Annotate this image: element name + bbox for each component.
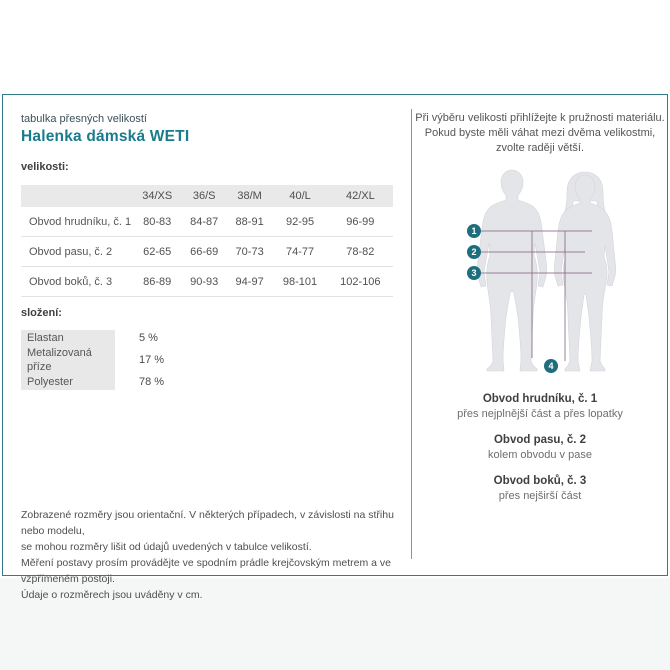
fit-note-line: Pokud byste měli váhat mezi dvěma velikostmi, [424, 127, 656, 139]
size-value-cell: 98-101 [272, 267, 327, 297]
footnote-line: Údaje o rozměrech jsou uváděny v cm. [21, 589, 203, 601]
size-column-header: 34/XS [133, 185, 181, 207]
legend-item [413, 392, 667, 422]
size-table-body [21, 207, 393, 297]
size-table-row [21, 237, 393, 267]
measure-marker-number: 2 [471, 247, 477, 258]
composition-row [21, 331, 164, 345]
composition-section-label: složení: [21, 307, 62, 319]
legend-item-desc: kolem obvodu v pase [488, 449, 592, 461]
size-value-cell: 66-69 [181, 237, 226, 267]
composition-row [21, 347, 165, 373]
legend-item-desc: přes nejplnější část a přes lopatky [457, 408, 623, 420]
size-row-label: Obvod boků, č. 3 [21, 267, 133, 297]
size-value-cell: 62-65 [133, 237, 181, 267]
measurement-diagram [440, 165, 640, 377]
size-column-header: 38/M [227, 185, 272, 207]
size-value-cell: 86-89 [133, 267, 181, 297]
size-table-header-row [21, 185, 393, 207]
footnote-line: Zobrazené rozměry jsou orientační. V některých případech, v závislosti na střihu nebo modelu, [21, 509, 394, 537]
footnote-line: se mohou rozměry lišit od údajů uvedených v tabulce velikostí. [21, 541, 312, 553]
size-table-row [21, 207, 393, 237]
material-name: Metalizovaná příze [21, 345, 115, 375]
size-value-cell: 84-87 [181, 207, 226, 237]
size-row-label: Obvod hrudníku, č. 1 [21, 207, 133, 237]
size-table-corner-cell [21, 185, 133, 207]
composition-table [21, 331, 164, 397]
footnote [21, 507, 401, 603]
size-row-label: Obvod pasu, č. 2 [21, 237, 133, 267]
size-value-cell: 90-93 [181, 267, 226, 297]
material-name: Elastan [21, 330, 115, 346]
size-value-cell: 74-77 [272, 237, 327, 267]
product-title: Halenka dámská WETI [21, 128, 190, 145]
size-value-cell: 102-106 [328, 267, 393, 297]
fit-note-line: zvolte raději větší. [495, 142, 585, 154]
fit-note-line: Při výběru velikosti přihlížejte k pružnosti materiálu. [415, 112, 665, 124]
size-value-cell: 92-95 [272, 207, 327, 237]
panel-divider [411, 109, 412, 559]
size-column-header: 42/XL [328, 185, 393, 207]
size-column-header: 40/L [272, 185, 327, 207]
legend-item-title: Obvod boků, č. 3 [493, 475, 587, 487]
size-value-cell: 80-83 [133, 207, 181, 237]
size-value-cell: 88-91 [227, 207, 272, 237]
material-percent: 5 % [139, 332, 158, 344]
measurement-column [413, 95, 667, 575]
size-table-row [21, 267, 393, 297]
measure-marker-number: 3 [471, 268, 477, 279]
size-value-cell: 94-97 [227, 267, 272, 297]
size-info-column [3, 95, 411, 601]
male-silhouette [477, 170, 547, 371]
size-table [21, 185, 393, 297]
size-value-cell: 70-73 [227, 237, 272, 267]
measurement-legend [413, 392, 667, 515]
legend-item-title: Obvod hrudníku, č. 1 [482, 393, 598, 405]
table-subtitle: tabulka přesných velikostí [21, 113, 147, 125]
size-value-cell: 78-82 [328, 237, 393, 267]
material-percent: 78 % [139, 376, 165, 388]
legend-item-title: Obvod pasu, č. 2 [493, 434, 587, 446]
legend-item [413, 433, 667, 463]
measure-marker-number: 4 [548, 361, 554, 372]
measure-marker-number: 1 [471, 226, 477, 237]
size-value-cell: 96-99 [328, 207, 393, 237]
material-percent: 17 % [139, 354, 165, 366]
material-name: Polyester [21, 374, 115, 390]
footnote-line: Měření postavy prosím provádějte ve spodním prádle krejčovským metrem a ve vzpřímeném postoji. [21, 557, 391, 585]
size-column-header: 36/S [181, 185, 226, 207]
composition-row [21, 375, 164, 389]
legend-item-desc: přes nejširší část [498, 490, 582, 502]
size-chart-panel [2, 94, 668, 601]
legend-item [413, 474, 667, 504]
fit-note [413, 111, 667, 156]
sizes-section-label: velikosti: [21, 161, 69, 173]
